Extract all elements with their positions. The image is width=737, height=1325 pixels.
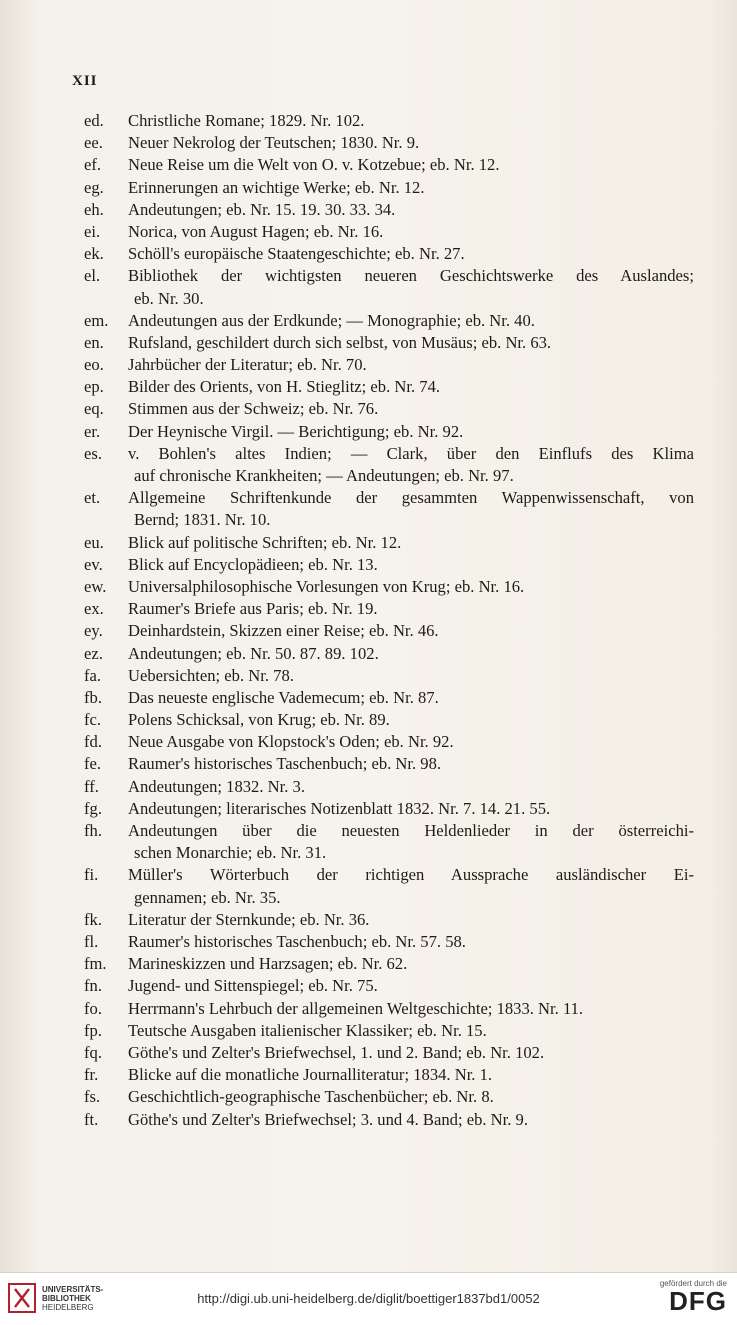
index-entry [82, 554, 694, 576]
index-entry [82, 1064, 694, 1086]
entry-text [128, 643, 694, 665]
entry-continuation-line: gennamen; eb. Nr. 35. [134, 887, 281, 907]
index-entry [82, 1086, 694, 1108]
index-entry [82, 1109, 694, 1131]
entry-label: fq. [84, 1042, 102, 1062]
entry-text [128, 199, 694, 221]
entry-label: ff. [84, 776, 99, 796]
index-entry [82, 776, 694, 798]
entry-label: ez. [84, 643, 103, 663]
entry-line: Müller's Wörterbuch der richtigen Aussprache ausländischer Ei- [128, 865, 694, 885]
entry-line: Erinnerungen an wichtige Werke; eb. Nr. 12. [128, 177, 425, 197]
entry-continuation-line: Bernd; 1831. Nr. 10. [134, 510, 271, 530]
entry-text [128, 243, 694, 265]
entry-text [128, 265, 694, 309]
index-entry [82, 687, 694, 709]
entry-line: Blick auf Encyclopädieen; eb. Nr. 13. [128, 554, 378, 574]
index-entry [82, 443, 694, 487]
page-number: XII [72, 73, 98, 89]
entry-text [128, 1086, 694, 1108]
entry-text [128, 532, 694, 554]
index-entry [82, 643, 694, 665]
entry-text [128, 798, 694, 820]
entry-line: Schöll's europäische Staatengeschichte; eb. Nr. 27. [128, 244, 465, 264]
dfg-logo[interactable] [660, 1279, 727, 1314]
entry-text [128, 709, 694, 731]
entry-text [128, 132, 694, 154]
entry-line: Blick auf politische Schriften; eb. Nr. 12. [128, 532, 402, 552]
entry-line: Jugend- und Sittenspiegel; eb. Nr. 75. [128, 976, 378, 996]
entry-text [128, 975, 694, 997]
index-entry [82, 376, 694, 398]
index-entry [82, 398, 694, 420]
entry-text [128, 1042, 694, 1064]
entry-label: ei. [84, 221, 101, 241]
entry-line: Andeutungen aus der Erdkunde; — Monographie; eb. Nr. 40. [128, 310, 535, 330]
viewer-footer [0, 1272, 737, 1325]
entry-line: Polens Schicksal, von Krug; eb. Nr. 89. [128, 710, 390, 730]
index-entry [82, 953, 694, 975]
index-entry [82, 532, 694, 554]
entry-label: ex. [84, 599, 104, 619]
index-entry [82, 798, 694, 820]
index-entry [82, 709, 694, 731]
entry-label: fn. [84, 976, 102, 996]
entry-text [128, 1109, 694, 1131]
entry-text [128, 576, 694, 598]
entry-label: fc. [84, 710, 102, 730]
index-entries [82, 110, 694, 1131]
entry-label: fh. [84, 821, 102, 841]
entry-text [128, 864, 694, 908]
entry-line: Göthe's und Zelter's Briefwechsel, 1. und 2. Band; eb. Nr. 102. [128, 1042, 545, 1062]
entry-line: Der Heynische Virgil. — Berichtigung; eb. Nr. 92. [128, 421, 464, 441]
dfg-wordmark: DFG [669, 1286, 727, 1316]
entry-label: eq. [84, 399, 104, 419]
entry-label: ek. [84, 244, 104, 264]
entry-line: Neuer Nekrolog der Teutschen; 1830. Nr. 9. [128, 133, 420, 153]
index-entry [82, 221, 694, 243]
entry-label: eo. [84, 355, 104, 375]
entry-label: en. [84, 332, 104, 352]
entry-text [128, 154, 694, 176]
index-entry [82, 1020, 694, 1042]
entry-text [128, 687, 694, 709]
entry-text [128, 221, 694, 243]
entry-label: fm. [84, 954, 107, 974]
permalink-url[interactable]: http://digi.ub.uni-heidelberg.de/diglit/boettiger1837bd1/0052 [197, 1291, 540, 1306]
entry-line: Blicke auf die monatliche Journalliteratur; 1834. Nr. 1. [128, 1065, 493, 1085]
logo-line-1: UNIVERSITÄTS- [42, 1284, 104, 1294]
entry-text [128, 421, 694, 443]
entry-label: el. [84, 266, 101, 286]
index-entry [82, 598, 694, 620]
entry-text [128, 177, 694, 199]
logo-line-3: HEIDELBERG [42, 1302, 94, 1312]
index-entry [82, 731, 694, 753]
entry-text [128, 398, 694, 420]
entry-text [128, 310, 694, 332]
entry-label: fp. [84, 1020, 102, 1040]
entry-text [128, 953, 694, 975]
index-entry [82, 487, 694, 531]
entry-label: fs. [84, 1087, 101, 1107]
entry-label: ft. [84, 1109, 99, 1129]
entry-continuation-line: eb. Nr. 30. [134, 288, 204, 308]
entry-label: er. [84, 421, 101, 441]
entry-text [128, 665, 694, 687]
entry-line: Andeutungen; eb. Nr. 15. 19. 30. 33. 34. [128, 199, 396, 219]
index-entry [82, 753, 694, 775]
entry-text [128, 487, 694, 531]
entry-text [128, 731, 694, 753]
entry-line: Bilder des Orients, von H. Stieglitz; eb. Nr. 74. [128, 377, 441, 397]
index-entry [82, 998, 694, 1020]
entry-label: fr. [84, 1065, 99, 1085]
entry-label: fg. [84, 798, 102, 818]
entry-line: Andeutungen; eb. Nr. 50. 87. 89. 102. [128, 643, 379, 663]
index-entry [82, 421, 694, 443]
entry-label: ey. [84, 621, 103, 641]
entry-label: es. [84, 443, 102, 463]
entry-line: Jahrbücher der Literatur; eb. Nr. 70. [128, 355, 367, 375]
entry-line: Uebersichten; eb. Nr. 78. [128, 665, 294, 685]
entry-text [128, 931, 694, 953]
entry-text [128, 110, 694, 132]
entry-line: Andeutungen; 1832. Nr. 3. [128, 776, 305, 796]
entry-continuation-line: auf chronische Krankheiten; — Andeutungen; eb. Nr. 97. [134, 466, 514, 486]
index-entry [82, 354, 694, 376]
entry-text [128, 1020, 694, 1042]
index-entry [82, 620, 694, 642]
entry-line: Das neueste englische Vademecum; eb. Nr. 87. [128, 687, 439, 707]
index-entry [82, 265, 694, 309]
entry-line: Göthe's und Zelter's Briefwechsel; 3. und 4. Band; eb. Nr. 9. [128, 1109, 528, 1129]
entry-line: Raumer's Briefe aus Paris; eb. Nr. 19. [128, 599, 378, 619]
index-entry [82, 909, 694, 931]
entry-text [128, 598, 694, 620]
entry-line: Universalphilosophische Vorlesungen von Krug; eb. Nr. 16. [128, 576, 525, 596]
entry-label: eh. [84, 199, 104, 219]
index-entry [82, 177, 694, 199]
entry-line: Teutsche Ausgaben italienischer Klassiker; eb. Nr. 15. [128, 1020, 487, 1040]
entry-line: Andeutungen; literarisches Notizenblatt 1832. Nr. 7. 14. 21. 55. [128, 798, 551, 818]
entry-text [128, 620, 694, 642]
entry-line: v. Bohlen's altes Indien; — Clark, über den Einflufs des Klima [128, 443, 694, 463]
dfg-funding-note: gefördert durch die [659, 1279, 727, 1288]
entry-continuation-line: schen Monarchie; eb. Nr. 31. [134, 843, 327, 863]
entry-label: fl. [84, 932, 99, 952]
entry-text [128, 753, 694, 775]
entry-line: Norica, von August Hagen; eb. Nr. 16. [128, 221, 384, 241]
index-entry [82, 154, 694, 176]
entry-label: fo. [84, 998, 102, 1018]
entry-line: Raumer's historisches Taschenbuch; eb. Nr. 57. 58. [128, 932, 466, 952]
logo-line-2: BIBLIOTHEK [42, 1293, 91, 1303]
index-entry [82, 1042, 694, 1064]
entry-label: ee. [84, 133, 103, 153]
entry-line: Neue Reise um die Welt von O. v. Kotzebue; eb. Nr. 12. [128, 155, 500, 175]
entry-line: Bibliothek der wichtigsten neueren Geschichtswerke des Auslandes; [128, 266, 694, 286]
entry-text [128, 376, 694, 398]
entry-label: eu. [84, 532, 104, 552]
entry-text [128, 1064, 694, 1086]
entry-line: Literatur der Sternkunde; eb. Nr. 36. [128, 909, 370, 929]
entry-text [128, 443, 694, 487]
index-entry [82, 576, 694, 598]
index-entry [82, 665, 694, 687]
index-entry [82, 332, 694, 354]
entry-line: Christliche Romane; 1829. Nr. 102. [128, 111, 365, 130]
entry-line: Andeutungen über die neuesten Heldenlieder in der österreichi- [128, 821, 694, 841]
entry-label: fk. [84, 909, 102, 929]
entry-line: Raumer's historisches Taschenbuch; eb. Nr. 98. [128, 754, 442, 774]
entry-line: Deinhardstein, Skizzen einer Reise; eb. Nr. 46. [128, 621, 439, 641]
entry-label: fd. [84, 732, 102, 752]
index-entry [82, 199, 694, 221]
entry-label: ew. [84, 576, 107, 596]
entry-label: fb. [84, 687, 102, 707]
entry-label: eg. [84, 177, 104, 197]
entry-label: et. [84, 488, 101, 508]
index-entry [82, 820, 694, 864]
entry-label: ef. [84, 155, 102, 175]
index-entry [82, 110, 694, 132]
index-entry [82, 931, 694, 953]
entry-label: em. [84, 310, 109, 330]
entry-line: Herrmann's Lehrbuch der allgemeinen Weltgeschichte; 1833. Nr. 11. [128, 998, 584, 1018]
entry-text [128, 332, 694, 354]
entry-text [128, 554, 694, 576]
entry-line: Neue Ausgabe von Klopstock's Oden; eb. Nr. 92. [128, 732, 454, 752]
index-entry [82, 975, 694, 997]
entry-text [128, 776, 694, 798]
entry-label: ev. [84, 554, 103, 574]
entry-label: fi. [84, 865, 99, 885]
entry-text [128, 820, 694, 864]
entry-line: Stimmen aus der Schweiz; eb. Nr. 76. [128, 399, 379, 419]
entry-line: Marineskizzen und Harzsagen; eb. Nr. 62. [128, 954, 408, 974]
index-entry [82, 132, 694, 154]
entry-label: fe. [84, 754, 102, 774]
entry-text [128, 909, 694, 931]
entry-label: ed. [84, 111, 104, 130]
entry-text [128, 354, 694, 376]
entry-line: Geschichtlich-geographische Taschenbücher; eb. Nr. 8. [128, 1087, 494, 1107]
index-entry [82, 310, 694, 332]
entry-text [128, 998, 694, 1020]
entry-label: ep. [84, 377, 104, 397]
entry-line: Rufsland, geschildert durch sich selbst, von Musäus; eb. Nr. 63. [128, 332, 552, 352]
entry-line: Allgemeine Schriftenkunde der gesammten Wappenwissenschaft, von [128, 488, 694, 508]
index-entry [82, 864, 694, 908]
entry-label: fa. [84, 665, 102, 685]
index-entry [82, 243, 694, 265]
